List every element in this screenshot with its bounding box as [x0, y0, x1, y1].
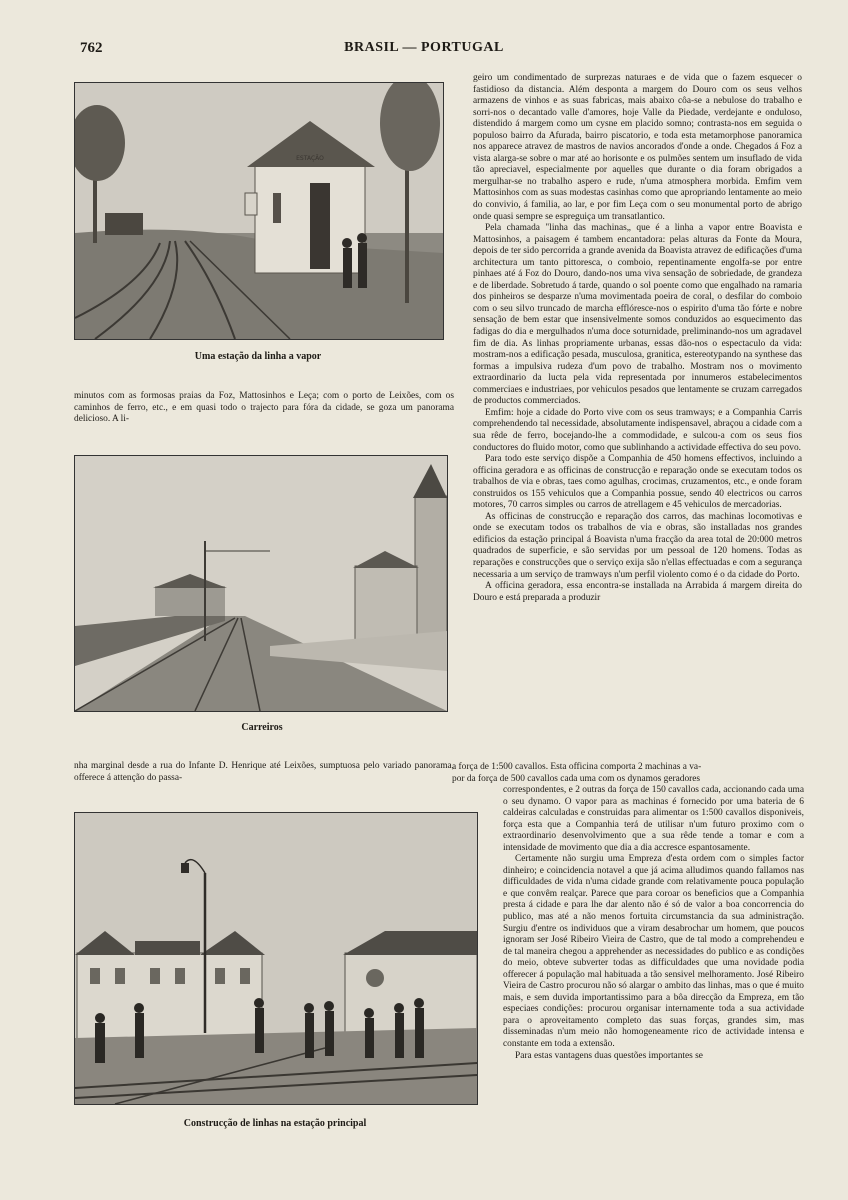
- body-paragraph: geiro um condimentado de surprezas naturaes e de vida que o fazem esquecer o fastidioso da distancia. Além desponta a margem do Douro com os seus velhos armazens de vinhos e as suas fabricas, mais abaixo côa-se a nebulose do trabalho e sorri-nos o decantado valle d'amores, hoje Valle da Piedade, verdejante e onduloso, distendido á margem como um cysne em placido somno; contrasta-nos em seguida o populoso bairro da Afurada, bairro piscatorio, e toda esta metamorphose panoramica nos apparece atravez de mastros de navios ancorados d'onde a onde. Chegados á Foz a vista alarga-se sobre o mar até ao horisonte e os pulmões sentem um insuflado de vida tão apreciavel, especialmente por aquelles que durante o dia foram obrigados a mergulhar-se no trabalho aspero e rude, n'uma atmosphera morbida. Emfim vem Mattosinhos com as suas modestas casinhas como que apropriando lentamente ao meio do convivio, á familia, ao lar, e por fim Leça com o seu monumental porto de abrigo onde quasi sempre se espreguiça um transatlantico.: [473, 73, 802, 222]
- body-paragraph: A officina geradora, essa encontra-se installada na Arrabida á margem direita do Douro e está preparada a produzir: [473, 581, 802, 603]
- page-number: 762: [80, 40, 103, 56]
- running-title: BRASIL — PORTUGAL: [344, 40, 504, 55]
- body-paragraph: Para estas vantagens duas questões importantes se: [515, 1050, 703, 1061]
- figure-caption-construction: Construcção de linhas na estação principal: [183, 1118, 367, 1129]
- right-column-lower: [503, 785, 804, 1062]
- figure-caption-carreiros: Carreiros: [241, 722, 283, 733]
- photo-steam-line-station: [74, 82, 444, 340]
- bridge-lines: [452, 762, 804, 785]
- body-paragraph: As officinas de construcção e reparação dos carros, das machinas locomotivas e onde se executam todos os trabalhos de via e obras, são installadas nos grandes edificios da estação principal á Boavista n'uma fracção da area total de 20:000 metros quadrados de superficie, e são servidas por um pessoal de 120 homens. Todas as reparações e construcções que o serviço exija são n'ellas effectuadas e com a segurança necessaria a um serviço de tramways n'um perfil violento como é o da cidade do Porto.: [473, 511, 802, 580]
- body-paragraph: correspondentes, e 2 outras da força de 150 cavallos cada, accionando cada uma o seu dynamo. O vapor para as machinas é fornecido por uma bateria de 6 caldeiras calculadas e construidas para alimentar os 1:500 cavallos disponiveis, força esta que a Companhia terá de utilisar n'um futuro proximo com o extraordinario desenvolvimento que a sua rêde tende a tomar e com a intensidade de movimento que dia a dia accresce espantosamente.: [503, 785, 804, 853]
- left-text-fragment-1: [74, 391, 454, 426]
- body-paragraph: Para todo este serviço dispõe a Companhia de 450 homens effectivos, incluindo a officina geradora e as officinas de construcção e reparação onde se executam todos os trabalhos de via e obras, taes como agulhas, crocimas, cruzamentos, etc., e onde foram construidos os 155 vehiculos que a Companhia possue, sendo 40 electricos ou carros motores, 70 carros simples ou carros de atrellagem e 45 vehiculos de mercadorias.: [473, 454, 802, 511]
- figure-caption-station: Uma estação da linha a vapor: [194, 351, 322, 362]
- body-paragraph: Pela chamada "linha das machinas„ que é a linha a vapor entre Boavista e Mattosinhos, a paisagem é tambem encantadora: pelas alturas da Fonte da Moura, depois de ter sido percorrida a grande avenida da Boavista atravez de edificações d'uma architectura um tanto pittoresca, o comboio, repentinamente engolfa-se por entre pinhaes até á Foz do Douro, dando-nos uma viva sensação de sobriedade, de grandeza e de liberdade. Sobretudo á tarde, quando o sol poente como que engalhado na ramaria dos pinheiros se desparze n'uma movimentada poeira de coral, o desfilar do comboio com o seu silvo truncado de marcha efflóresce-nos o espirito d'uma tão fórte e nobre sensação de bem estar que insensivelmente somos conduzidos ao esquecimento das fadigas do dia e mergulhados n'uma doce soturnidade, preliminando-nos um agradavel fim de dia. As linhas propriamente urbanas, essas dão-nos o espectaculo da vida: mostram-nos a edificação pesada, musculosa, granitica, estereotypando na synthese das formas a impulsiva rudeza d'um povo de trabalho. Mostram nos o movimento extraordinario da lucta pela vida representada por innumeros estabelecimentos commerciaes e industriaes, por vehiculos pesados que lentamente se cruzam carregados de productos commerciados.: [473, 223, 802, 407]
- left-paragraph: minutos com as formosas praias da Foz, Mattosinhos e Leça; com o porto de Leixões, com os caminhos de ferro, etc., e em quasi todo o trajecto para fóra da cidade, se goza um panorama delicioso. A li-: [74, 391, 454, 425]
- photo-construction-main-station: [74, 812, 478, 1105]
- page-header: [0, 40, 848, 60]
- tram-car-icon: [105, 213, 143, 235]
- right-column-upper: [473, 73, 802, 604]
- body-paragraph: Certamente não surgiu uma Empreza d'esta ordem com o simples factor dinheiro; e coincidencia notavel a que já acima alludimos quando fallamos nas difficuldades de vida n'uma cidade grande com relativamente pouca população e que convêm realçar. Parece que para coroar os beneficios que a Companhia presta á cidade e para lhe dar alento não é só de valor a boa concorrencia do publico, mas até a não menos fortuita circumstancia da sua administração. Surgiu d'entre os individuos que a viram desabrochar um homem, que poucos ignoram ser José Ribeiro Vieira de Castro, que de tal modo a comprehendeu e de tal maneira chegou a apprehender as necessidades do publico e as condições do meio, obteve subverter todas as difficuldades que uma novidade podia offerecer á população mal habituada a tão sensivel melhoramento. José Ribeiro Vieira de Castro procurou não só alargar o ambito das linhas, mas o que é muito mais, e sem duvida importantissimo para a bôa direcção da Empreza, em tão especiaes condições: procurou organisar internamente toda a sua actividade para o aproveitamento completo das suas forças, grandes sim, mas disseminadas n'um meio não homogeneamente rico de actividade intensa e constante em toda a extensão.: [503, 854, 804, 1050]
- station-sign: ESTAÇÃO: [296, 155, 324, 162]
- photo-carreiros: [74, 455, 448, 712]
- left-paragraph: nha marginal desde a rua do Infante D. Henrique até Leixões, sumptuosa pelo variado panorama, offerece á attenção do passa-: [74, 761, 454, 783]
- bridge-line: a força de 1:500 cavallos. Esta officina comporta 2 machinas a va-: [452, 762, 702, 772]
- bridge-line: por da força de 500 cavallos cada uma com os dynamos geradores: [452, 773, 701, 784]
- workshop-building-right-icon: [343, 931, 477, 1033]
- left-text-fragment-2: [74, 761, 454, 784]
- body-paragraph: Emfim: hoje a cidade do Porto vive com os seus tramways; e a Companhia Carris comprehendendo tal necessidade, absolutamente indispensavel, abraçou a cidade com a sua rêde de ferro, bocejando-lhe a commodidade, e sulcou-a com os seus fios conductores do fluido motor, como que sublinhando a actividade effectiva do seu povo.: [473, 407, 802, 453]
